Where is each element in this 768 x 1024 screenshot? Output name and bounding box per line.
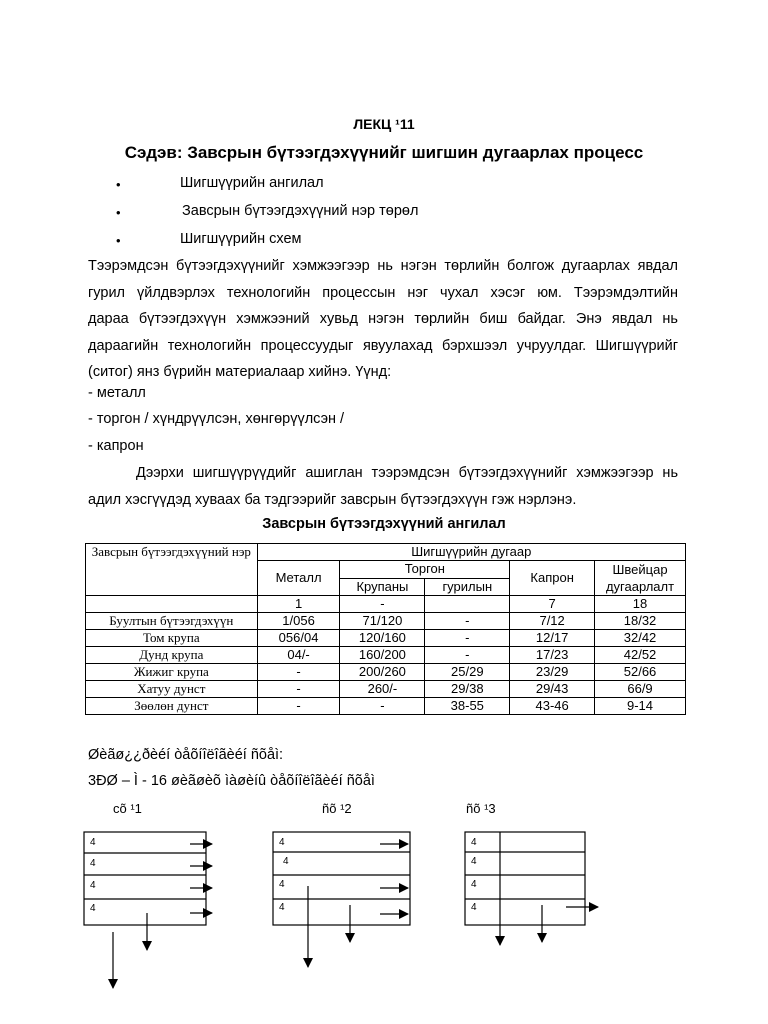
- paragraph-line: Дээрхи шигшүүрүүдийг ашиглан тээрэмдсэн бүтээгдэхүүнийг хэмжээгээр нь: [136, 465, 678, 481]
- sieve-label: 4: [279, 879, 285, 890]
- sieve-label: 4: [471, 879, 477, 890]
- table-title: Завсрын бүтээгдэхүүний ангилал: [262, 516, 506, 532]
- material-item: - торгон / хүндрүүлсэн, хөнгөрүүлсэн /: [88, 411, 345, 427]
- table-cell: 12/17: [510, 630, 595, 647]
- table-cell: Хатуу дунст: [86, 681, 258, 698]
- table-cell: -: [340, 698, 425, 715]
- table-cell: Дунд крупа: [86, 647, 258, 664]
- sieve-box: [84, 832, 206, 925]
- scheme-label: ñõ ¹2: [322, 801, 352, 816]
- table-cell: Буултын бүтээгдэхүүн: [86, 613, 258, 630]
- scheme-label: cõ ¹1: [113, 801, 142, 816]
- sieve-label: 4: [283, 856, 289, 867]
- table-cell: 38-55: [425, 698, 510, 715]
- sieve-label: 4: [90, 858, 96, 869]
- table-cell: 160/200: [340, 647, 425, 664]
- table-cell: Том крупа: [86, 630, 258, 647]
- table-cell: -: [257, 681, 340, 698]
- subject-heading: Сэдэв: Завсрын бүтээгдэхүүнийг шигшин дугаарлах процесс: [124, 143, 644, 162]
- scheme-1: [84, 832, 212, 988]
- sieve-label: 4: [471, 837, 477, 848]
- sieve-label: 4: [471, 902, 477, 913]
- table-cell: 200/260: [340, 664, 425, 681]
- header-krupa: Крупаны: [340, 578, 425, 596]
- table-cell: 25/29: [425, 664, 510, 681]
- paragraph-line: адил хэсгүүдэд хуваах ба тэдгээрийг завсрын бүтээгдэхүүн гэж нэрлэнэ.: [88, 491, 577, 508]
- bullet-item: Завсрын бүтээгдэхүүний нэр төрөл: [182, 203, 419, 219]
- header-metal: Металл: [257, 561, 340, 596]
- material-item: - металл: [88, 385, 146, 401]
- table-cell: -: [257, 664, 340, 681]
- table-cell: 18/32: [595, 613, 686, 630]
- table-cell: 17/23: [510, 647, 595, 664]
- table-cell: 66/9: [595, 681, 686, 698]
- table-cell: 04/-: [257, 647, 340, 664]
- header-sieve-number: Шигшүүрийн дугаар: [257, 544, 685, 561]
- scheme-2: [273, 832, 410, 967]
- table-cell: -: [425, 630, 510, 647]
- sieve-label: 4: [90, 837, 96, 848]
- table-cell: 056/04: [257, 630, 340, 647]
- table-cell: 43-46: [510, 698, 595, 715]
- paragraph-line: дараагийн технологийн процессуудыг явуулахад бэрхшээл учруулдаг. Шигшүүрийг: [88, 337, 678, 354]
- table-cell: Жижиг крупа: [86, 664, 258, 681]
- header-guril: гурилын: [425, 578, 510, 596]
- sieve-box: [465, 832, 585, 925]
- header-silk: Торгон: [340, 561, 510, 579]
- table-cell: 71/120: [340, 613, 425, 630]
- table-cell: 32/42: [595, 630, 686, 647]
- bullet-symbol: •: [116, 233, 121, 248]
- table-cell: 52/66: [595, 664, 686, 681]
- table-cell: 9-14: [595, 698, 686, 715]
- table-cell: 29/43: [510, 681, 595, 698]
- table-cell: 7/12: [510, 613, 595, 630]
- sieve-label: 4: [90, 880, 96, 891]
- lecture-title: ЛЕКЦ ¹11: [353, 116, 415, 132]
- table-cell: 120/160: [340, 630, 425, 647]
- material-item: - капрон: [88, 438, 144, 454]
- sieve-box: [273, 832, 410, 925]
- table-cell: 23/29: [510, 664, 595, 681]
- bullet-item: Шигшүүрийн ангилал: [180, 175, 324, 191]
- table-cell: 1: [257, 596, 340, 613]
- table-cell: -: [425, 647, 510, 664]
- header-product-name: Завсрын бүтээгдэхүүний нэр: [86, 544, 258, 596]
- table-cell: -: [425, 613, 510, 630]
- table-cell: 260/-: [340, 681, 425, 698]
- table-cell: 7: [510, 596, 595, 613]
- scheme-label: ñõ ¹3: [466, 801, 496, 816]
- bullet-symbol: •: [116, 205, 121, 220]
- paragraph-line: гурил үйлдвэрлэх технологийн процессын нэг чухал хэсэг юм. Тээрэмдэлтийн: [88, 284, 678, 301]
- table-cell: 29/38: [425, 681, 510, 698]
- header-kapron: Капрон: [510, 561, 595, 596]
- paragraph-line: дараа бүтээгдэхүүн хэмжээний хувьд нэгэн төрлийн биш байдаг. Энэ явдал нь: [88, 311, 678, 327]
- sieve-label: 4: [471, 856, 477, 867]
- scheme-3: [465, 832, 598, 945]
- bullet-item: Шигшүүрийн схем: [180, 231, 302, 247]
- table-cell: -: [340, 596, 425, 613]
- scheme-subheading: 3ÐØ – Ì - 16 øèãøèõ ìàøèíû òåõíîëîãèéí ñõåì: [88, 773, 375, 789]
- scheme-heading: Øèãø¿¿ðèéí òåõíîëîãèéí ñõåì:: [88, 747, 284, 763]
- table-cell: 1/056: [257, 613, 340, 630]
- table-cell: Зөөлөн дунст: [86, 698, 258, 715]
- header-swiss: Швейцар дугаарлалт: [595, 561, 686, 596]
- sieve-label: 4: [90, 903, 96, 914]
- bullet-symbol: •: [116, 177, 121, 192]
- table-cell: 42/52: [595, 647, 686, 664]
- sieve-label: 4: [279, 902, 285, 913]
- sieve-label: 4: [279, 837, 285, 848]
- table-cell: 18: [595, 596, 686, 613]
- paragraph-line: (ситог) янз бүрийн материалаар хийнэ. Үүнд:: [88, 364, 392, 380]
- table-cell: -: [257, 698, 340, 715]
- paragraph-line: Тээрэмдсэн бүтээгдэхүүнийг хэмжээгээр нь нэгэн төрлийн болгож дугаарлах явдал: [88, 258, 678, 274]
